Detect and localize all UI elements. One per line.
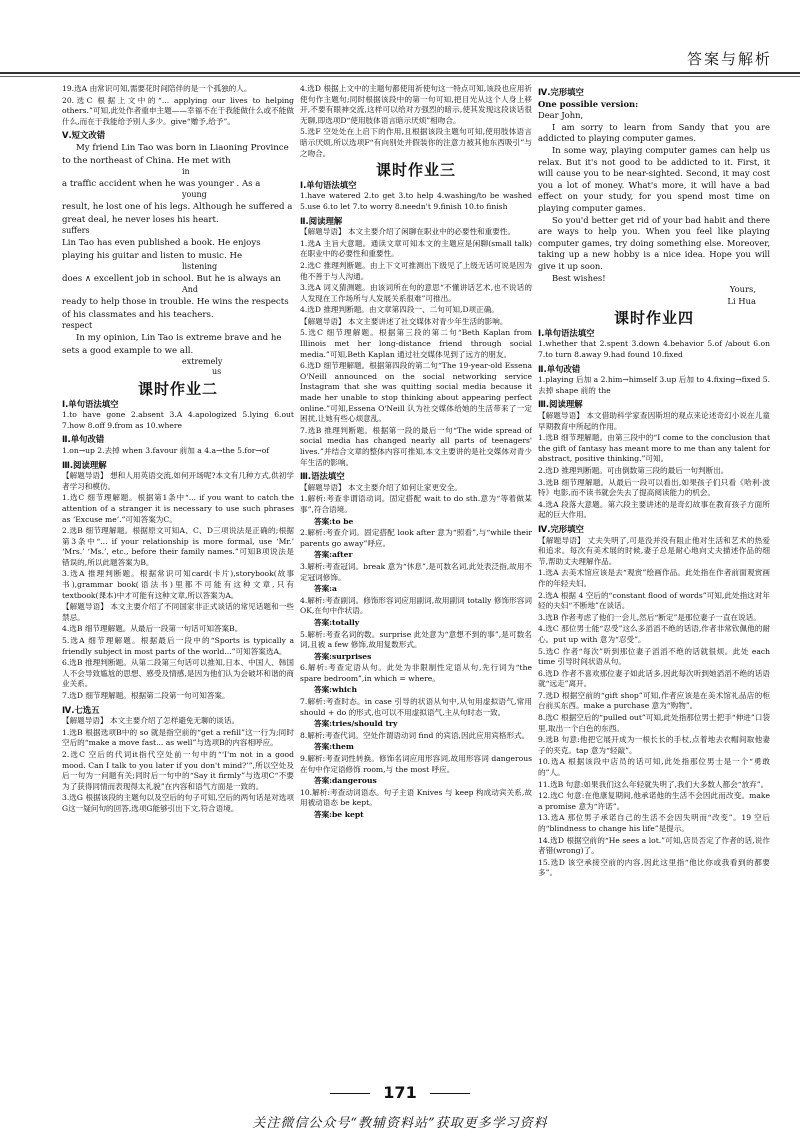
grammar-item: 6.解析:考查定语从句。此处为非限制性定语从句,先行词为“the spare bedroom”,in which = where。: [300, 663, 532, 683]
section-heading: Ⅳ.完形填空: [538, 87, 584, 97]
cloze-item: 7.选D 根据空前的“gift shop”可知,作者应该是在美术馆礼品店的柜台前买东西。make a purchase 意为“购物”。: [538, 690, 770, 711]
header-rule-thin: [0, 76, 800, 77]
reading-item: 7.选B 推理判断题。根据第一段的最后一句“The wide spread of social media has changed nearly all parts of teenagers' lives.”并结合文章的整体内容可推知,本文主要讲的是社交媒体对青少年生活的影响。: [300, 425, 532, 467]
reading-item: 5.选A 细节理解题。根据最后一段中的“Sports is typically a friendly subject in most parts of the world...”可知答案选A。: [62, 636, 294, 656]
letter-paragraph: I am sorry to learn from Sandy that you are addicted to playing computer games.: [538, 121, 770, 144]
section-heading: Ⅱ.单句改错: [62, 434, 105, 445]
section-heading: Ⅰ.单句语法填空: [300, 179, 357, 190]
letter-closing: Best wishes!: [552, 272, 606, 283]
reading-item: 2.选D 推理判断题。可由倒数第三段的最后一句判断出。: [538, 466, 729, 475]
section-heading: Ⅴ.短文改错: [62, 130, 106, 141]
page-number: 171: [383, 1083, 417, 1102]
reading-item: 4.选D 推理判断题。由文章第四段一、二句可知,D项正确。: [300, 305, 499, 315]
seven-five-item: 1.选B 根据选项B中的 so 就是指空前的“get a refill”这一行为;同时空后的“make a move fast... as well”与选项B的内容相呼应。: [62, 727, 294, 748]
grammar-answer: 答案:be kept: [314, 810, 364, 819]
grammar-fill-list: [300, 494, 532, 820]
essay-line: Lin Tao has even published a book. He enjoys playing his guitar and listen to music. He: [62, 237, 261, 261]
answer-item: 19.选A 由常识可知,需要花时间陪伴的是一个孤独的人。: [62, 84, 252, 93]
grammar-item: 1.解析:考查非谓语动词。固定搭配 wait to do sth.意为“等着做某事”,符合语境。: [300, 494, 532, 514]
cloze-item: 14.选D 根据空前的“He sees a lot.”可知,店员否定了作者的话,说作者错(wrong)了。: [538, 835, 770, 856]
section-heading: Ⅱ.单句改错: [538, 363, 581, 374]
reading-item: 4.选A 段落大意题。第六段主要讲述的是奇幻故事在教育孩子方面所起的巨大作用。: [538, 499, 770, 520]
model-letter: [538, 110, 770, 307]
seven-five-item: 4.选D 根据上文中的主题句都使用祈使句这一特点可知,该段也应用祈使句作主题句;同时根据该段中的第一句可知,把目光从这个人身上移开,不要有眼神交流,这样可以给对方强烈的暗示,使其发现这段谈话很无聊,即选项D“使用肢体语言暗示厌烦”相吻合。: [300, 84, 532, 125]
reading-item: 3.选B 细节理解题。从最后一段可以看出,如果孩子们只看《哈利·波特》电影,而不读书就会失去了提高阅读能力的机会。: [538, 477, 770, 498]
cloze-item: 10.选A 根据该段中店员的话可知,此处指那位男士是一个“勇敢的”人。: [538, 757, 770, 778]
page-number-rule-right: [430, 1093, 470, 1094]
answer-item: 20.选C 根据上文中的“... applying our lives to helping others.”可知,此处作者重申主题——幸福不在于我能做什么或不能做什么,而在于我能给予别人多少。give“赠予,给予”。: [62, 95, 294, 126]
reading-item: 【解题导语】 本文主要讲述了社交媒体对青少年生活的影响。: [300, 316, 508, 326]
section-heading: Ⅲ.语法填空: [300, 471, 345, 482]
section-heading: Ⅰ.单句语法填空: [538, 327, 595, 338]
error-correction-essay: [62, 142, 294, 378]
grammar-answer: 答案:after: [314, 550, 353, 560]
essay-line: a traffic accident when he was younger . As a: [62, 178, 261, 189]
correction-mark: And: [182, 284, 199, 294]
cloze-item: 12.选C 句意:在他康复期间,他承诺他的生活不会因此而改变。make a promise 意为“许诺”。: [538, 791, 770, 811]
cloze-item: 2.选A 根据 4 空后的“constant flood of words”可知,此处指这对年轻的夫妇“不断地”在谈话。: [538, 590, 770, 611]
cloze-item: 6.选D 作者不喜欢那位妻子如此话多,因此每次听到她滔滔不绝的话语就“远走”离开。: [538, 668, 770, 689]
reading-item: 2.选C 推理判断题。由上下文可推测出下级见了上级无话可说是因为他不善于与人沟通。: [300, 260, 532, 281]
grammar-item: 3.解析:考查冠词。break 意为“休息”,是可数名词,此处表泛指,故用不定冠词修饰。: [300, 561, 532, 582]
cloze-item: 15.选D 该空承接空前的内容,因此这里指“他比你或我看到的都要多”。: [538, 857, 770, 878]
correction-mark: extremely: [182, 356, 223, 366]
reading-item: 【解题导语】 想和人用英语交流,如何开场呢?本文有几种方式,供初学者学习和模仿。: [62, 471, 294, 491]
essay-line: My friend Lin Tao was born in Liaoning Province to the northeast of China. He met with: [62, 142, 289, 166]
correction-mark: suffers: [62, 225, 90, 235]
essay-line: ready to help those in trouble. He wins the respects of his classmates and his teachers.: [62, 296, 289, 320]
reading-item: 3.选A 词义猜测题。由该词所在句的意思“不懂讲话艺术,也不说话的人发现在工作场所与人发展关系很难”可推出。: [300, 283, 532, 303]
grammar-item: 8.解析:考查代词。空处作谓语动词 find 的宾语,因此应用宾格形式。: [300, 730, 530, 740]
seven-five-item: 2.选C 空后的代词it指代空处前一句中的“‘I'm not in a good mood. Can I talk to you later if you don't mind?’”,所以空处及后一句为一问题有关;同时后一句中的“Say it firmly”与选项C“不要为了获得同情而表现得太礼貌”在内容和语气方面是一致的。: [62, 749, 294, 791]
reading-item: 1.选B 细节理解题。由第三段中的“I come to the conclusion that the gift of fantasy has meant more to me than any talent for abstract, positive thinking.”可知。: [538, 433, 770, 464]
lesson-title: 课时作业二: [137, 379, 218, 398]
answers: 1.playing 后加 a 2.him→himself 3.up 后加 to 4.fixing→fixed 5.去掉 shape 前的 the: [538, 375, 770, 395]
lesson-title: 课时作业三: [375, 161, 456, 180]
reading-item: 【解题导语】 本文主要介绍了闲聊在职业中的必要性和重要性。: [300, 227, 516, 237]
lesson-title: 课时作业四: [613, 309, 694, 328]
grammar-item: 2.解析:考查介词。固定搭配 look after 意为“照看”,与“while their parents go away”呼应。: [300, 528, 532, 548]
reading-item: 3.选A 推理判断题。根据常识可知card(卡片),storybook(故事书),grammar book(语法书)里都不可能有这种文章,只有textbook(课本)中才可能有这种文章,所以答案为A。: [62, 569, 294, 600]
grammar-answer: 答案:to be: [314, 516, 354, 526]
reading-item: 5.选C 细节理解题。根据第三段的第二句“Beth Kaplan from Illinois met her long-distance friend through social media.”可知,Beth Kaplan 通过社交媒体见到了远方的朋友。: [300, 328, 532, 359]
letter-signoff: Yours,: [729, 284, 756, 295]
cloze-item: 9.选B 句意:他把它展开成为一根长长的手杖,点着地去衣帽间取他妻子的夹克。tap 意为“轻敲”。: [538, 735, 770, 755]
reading-item: 【解题导语】 本文主要介绍了不同国家非正式谈话的常见话题和一些禁忌。: [62, 602, 294, 622]
grammar-answer: 答案:dangerous: [314, 776, 377, 786]
section-heading: Ⅰ.单句语法填空: [62, 398, 119, 409]
essay-line: does ∧ excellent job in school. But he is always an: [62, 273, 281, 284]
column-middle: [300, 84, 532, 1084]
answers: 1.have watered 2.to get 3.to help 4.washing/to be washed 5.use 6.to let 7.to worry 8.needn't 9.finish 10.to finish: [300, 191, 532, 211]
grammar-answer: 答案:tries/should try: [314, 719, 398, 729]
column-right: [538, 84, 770, 1084]
section-heading: Ⅳ.完形填空: [538, 523, 584, 534]
letter-greeting: Dear John,: [538, 110, 584, 121]
grammar-intro: 【解题导语】 本文主要介绍了如何让家更安全。: [300, 482, 462, 492]
section-heading: Ⅳ.七选五: [62, 704, 100, 715]
cloze-item: 11.选B 句意:如果我们这么年轻就失明了,我们大多数人都会“放弃”。: [538, 779, 769, 789]
grammar-answer: 答案:a: [314, 584, 337, 594]
letter-signature: Li Hua: [727, 295, 756, 306]
reading-item: 2.选B 细节理解题。根据原文可知A、C、D三项说法是正确的;根据第3条中“... if your relationship is more formal, use ‘Mr.’ ‘Mrs.’ ‘Ms.’, etc., before their family names.”可知B项说法是错误的,所以此题答案为B。: [62, 526, 294, 567]
answers: 1.on→up 2.去掉 when 3.favour 前加 a 4.a→the 5.for→of: [62, 445, 270, 455]
grammar-item: 10.解析:考查动词语态。句子主语 Knives 与 keep 构成动宾关系,故用被动语态 be kept。: [300, 787, 532, 808]
answers: 1.whether that 2.spent 3.down 4.behavior 5.of /about 6.on 7.to turn 8.away 9.had found 10.fixed: [538, 339, 770, 360]
section-heading: Ⅲ.阅读理解: [62, 459, 107, 470]
section-heading: Ⅱ.阅读理解: [300, 215, 343, 226]
correction-mark: listening: [182, 261, 218, 271]
grammar-answer: 答案:surprises: [314, 651, 372, 661]
section-heading: Ⅲ.阅读理解: [538, 399, 583, 410]
essay-line: result, he lost one of his legs. Although he suffered a great deal, he never loses his heart.: [62, 201, 293, 225]
cloze-item: 8.选C 根据空后的“pulled out”可知,此处指那位男士把手“伸进”口袋里,取出一个白色的东西。: [538, 713, 770, 733]
grammar-item: 7.解析:考查时态。in case 引导的状语从句中,从句用虚拟语气,常用 should + do 的形式,也可以不用虚拟语气,主从句时态一致。: [300, 697, 532, 717]
possible-version-label: One possible version:: [538, 98, 639, 109]
seven-five-item: 【解题导语】 本文主要介绍了怎样避免无聊的谈话。: [62, 716, 240, 726]
cloze-item: 【解题导语】 丈夫失明了,可是没并没有阻止他对生活和艺术的热爱和追求。每次有美术展的时候,妻子总是耐心地向丈夫描述作品的细节,帮助丈夫理解作品。: [538, 535, 770, 566]
seven-five-item: 5.选F 空处处在上启下的作用,且根据该段主题句可知,使用肢体语言暗示厌烦,所以选项F“有向别处并假装你的注意力被其他东西吸引”与之吻合。: [300, 127, 532, 158]
grammar-answer: 答案:which: [314, 685, 358, 695]
grammar-item: 9.解析:考查词性转换。修饰名词应用形容词,故用形容词 dangerous 在句中作定语修饰 room,与 the most 呼应。: [300, 754, 532, 774]
grammar-item: 5.解析:考查名词的数。surprise 此处意为“意想不到的事”,是可数名词,且被 a few 修饰,故用复数形式。: [300, 629, 532, 650]
essay-line: In my opinion, Lin Tao is extreme brave and he sets a good example to we all.: [62, 332, 282, 356]
footer-note: 关注微信公众号“教辅资料站”获取更多学习资料: [252, 1116, 548, 1131]
letter-paragraph: In some way, playing computer games can help us relax. But it's not good to be addicted to it. First, it will cause you to be near-sighted. Second, it may cost you a lot of money. What's more, it will have a bad effect on your study, for you spend most time on playing computer games.: [538, 144, 770, 213]
correction-mark: young: [182, 189, 207, 199]
header-title: 答案与解析: [686, 50, 772, 68]
grammar-answer: 答案:totally: [314, 617, 360, 627]
seven-five-item: 3.选G 根据该段的主题句以及空后的句子可知,空后的两句话是对选项G这一疑问句的回答,选项G能够引出下文,符合语境。: [62, 793, 294, 813]
correction-mark: in: [182, 166, 190, 176]
cloze-item: 13.选A 那位男子承诺自己的生活不会因失明而“改变”。19 空后的“blindness to change his life”是提示。: [538, 813, 770, 833]
grammar-answer: 答案:them: [314, 742, 354, 752]
cloze-item: 4.选C 那位男士能“忍受”这么多滔滔不绝的话语,作者非常钦佩他的耐心。put up with 意为“忍受”。: [538, 624, 770, 644]
answers: 1.to have gone 2.absent 3.A 4.apologized 5.lying 6.out 7.how 8.off 9.from as 10.where: [62, 410, 294, 430]
reading-item: 6.选D 细节理解题。根据第四段的第二句“The 19-year-old Essena O'Neill announced on the social networking service Instagram that she was quitting social media because it made her unable to stop thinking about appearing perfect online.”可知,Essena O'Neill 认为社交媒体给她的生活带来了一定困扰,让她有些心烦意乱。: [300, 361, 532, 424]
column-left: [62, 84, 294, 1084]
cloze-item: 1.选A 去美术馆应该是去“观赏”绘画作品。此处指在作者前面观赏画作的年轻夫妇。: [538, 568, 770, 588]
letter-paragraph: So you'd better get rid of your bad habit and there are ways to help you. When you feel like playing computer games, try doing something else. Moreover, taking up a new hobby is a nice idea. Hope you will give it up soon.: [538, 214, 770, 271]
correction-mark: us: [212, 366, 222, 376]
grammar-item: 4.解析:考查副词。修饰形容词应用副词,故用副词 totally 修饰形容词 OK,在句中作状语。: [300, 595, 532, 616]
reading-item: 1.选C 细节理解题。根据第1条中“... if you want to catch the attention of a stranger it is necessary to use such phrases as ‘Excuse me’.”可知答案为C。: [62, 493, 294, 524]
reading-item: 6.选B 推理判断题。从第二段第三句话可以推知,日本、中国人、韩国人不会导致尴尬的思想、感受及情感,是因为他们认为会破坏和谐的商业关系。: [62, 658, 294, 689]
reading-item: 4.选B 细节理解题。从最后一段第一句话可知答案B。: [62, 624, 243, 634]
cloze-item: 5.选C 作者“每次”听到那位妻子滔滔不绝的话就很烦。此处 each time 引导时间状语从句。: [538, 646, 770, 667]
reading-item: 【解题导语】 本文借助科学家查因斯坦的观点来论述奇幻小说在儿童早期教育中所起的作用。: [538, 411, 770, 431]
cloze-list: [538, 536, 770, 879]
reading-item: 7.选D 细节理解题。根据第二段第一句可知答案。: [62, 691, 230, 700]
cloze-item: 3.选B 作者考虑了他们一会儿,然后“断定”是那位妻子一直在说话。: [538, 612, 761, 622]
reading-item: 1.选A 主旨大意题。通读文章可知本文的主题应是闲聊(small talk)在职业中的必要性和重要性。: [300, 238, 532, 259]
correction-mark: respect: [62, 320, 93, 330]
header-rule: [0, 72, 800, 74]
